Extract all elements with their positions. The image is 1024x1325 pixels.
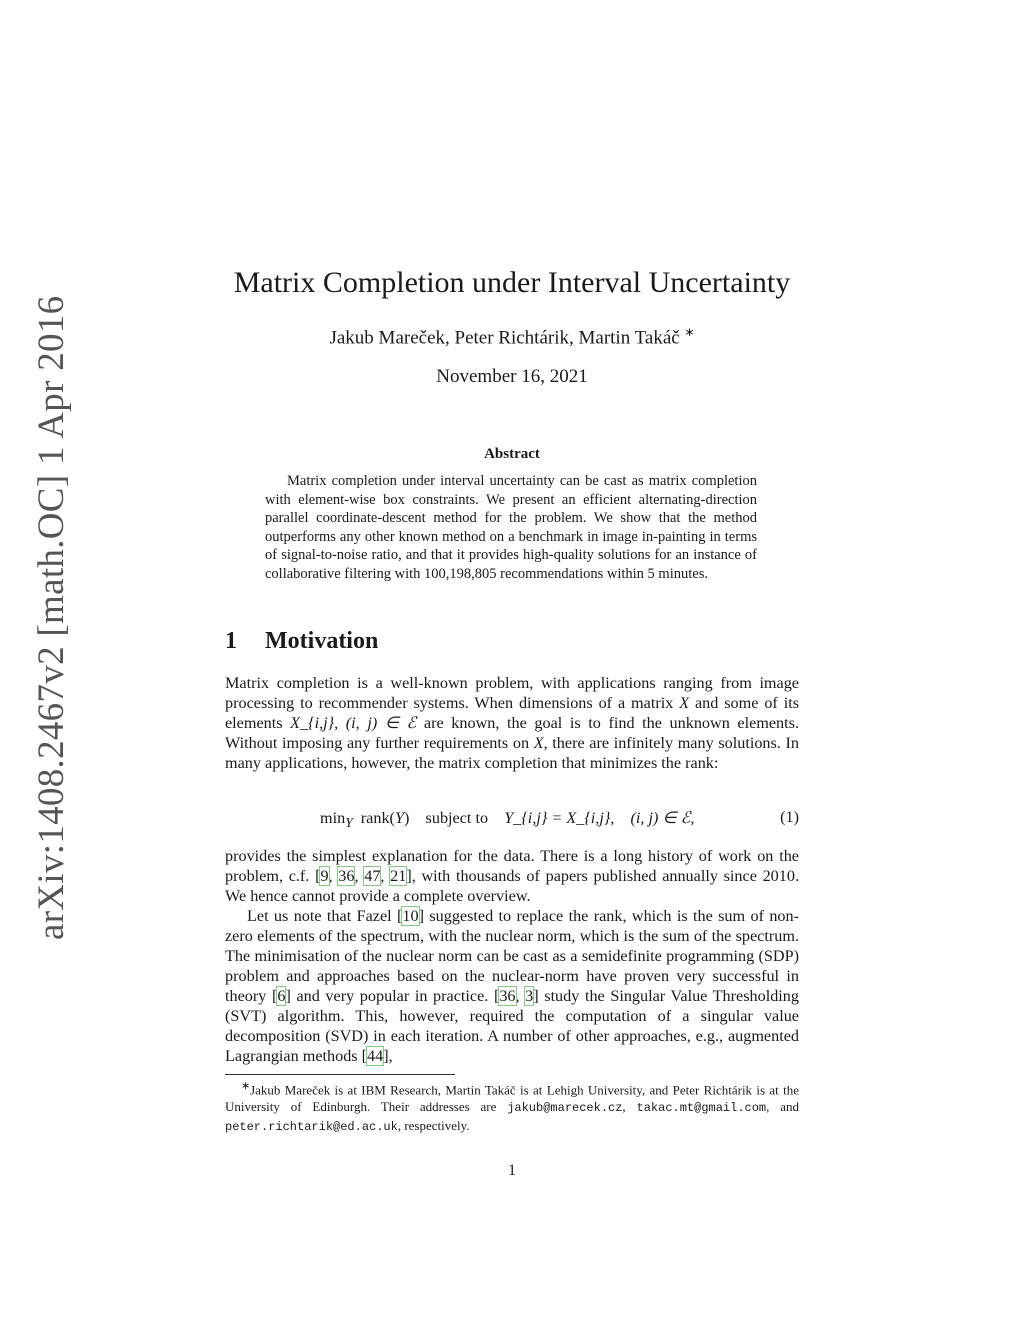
eq-subject-to: subject to — [425, 809, 489, 827]
math-known-elements: X_{i,j}, (i, j) ∈ ℰ — [290, 714, 417, 732]
email-link[interactable]: jakub@marecek.cz — [507, 1101, 623, 1116]
paper-title: Matrix Completion under Interval Uncertainty — [233, 266, 791, 299]
para3-text-a: Let us note that Fazel — [247, 907, 397, 925]
eq-rank-close: ) — [403, 809, 410, 827]
email-link[interactable]: peter.richtarik@ed.ac.uk — [225, 1120, 398, 1135]
citation-link-svt[interactable]: 3 — [525, 987, 534, 1005]
para1-text-c: are known, the goal is to find the unknown elements. Without imposing any further requirements on — [225, 714, 799, 752]
footnote-marker: ∗ — [241, 1080, 251, 1092]
para3-text-b: suggested to replace the rank, which is the sum of non-zero elements of the spectrum, with the nuclear norm, which is the sum of the spectrum. The minimisation of the nuclear norm can be cast as a semidefinite programming (SDP) problem and approaches based on the nuclear-norm have proven very successful in theory — [225, 907, 799, 1005]
eq-min: min — [320, 809, 346, 827]
para3-text-c: and very popular in practice. — [290, 987, 494, 1005]
author-list — [225, 325, 799, 349]
citation-link-lagrangian[interactable]: 44 — [367, 1047, 384, 1065]
citation-link[interactable]: 9 — [320, 867, 329, 885]
para2-text-b: , with thousands of papers published annually since 2010. We hence cannot provide a complete overview. — [225, 867, 800, 905]
footnote-text-d: , respectively. — [397, 1118, 470, 1134]
arxiv-identifier-stamp: arXiv:1408.2467v2 [math.OC] 1 Apr 2016 — [31, 295, 72, 940]
eq-rank: rank( — [360, 809, 395, 827]
citation-link-theory[interactable]: 6 — [277, 987, 286, 1005]
para1-text-d: , there are infinitely many solutions. In many applications, however, the matrix completion that minimizes the rank: — [225, 734, 799, 772]
footnote-text-a: Jakub Mareček is at IBM Research, Martin Takáč is at Lehigh University, and Peter Richtárik is at the University of Edinburgh. Their addresses are — [225, 1082, 799, 1115]
abstract-text: Matrix completion under interval uncertainty can be cast as matrix completion with element-wise box constraints. We present an efficient alternating-direction parallel coordinate-descent method for the problem. We show that the method outperforms any other known method on a benchmark in image in-painting in terms of signal-to-noise ratio, and that it provides high-quality solutions for an instance of collaborative filtering with 100,198,805 recommendations within 5 minutes. — [265, 473, 757, 582]
eq-constraint: Y_{i,j} = X_{i,j}, — [504, 809, 615, 827]
author-footnote-marker[interactable]: ∗ — [684, 325, 695, 339]
paper-date: November 16, 2021 — [436, 366, 588, 387]
author-footnote — [225, 1078, 799, 1136]
motivation-paragraph-3: Let us note that Fazel [10] suggested to replace the rank, which is the sum of non-zero elements of the spectrum, with the nuclear norm, which is the sum of the spectrum. The minimisation of the nuclear norm can be cast as a semidefinite programming (SDP) problem and approaches based on the nuclear-norm have proven very successful in theory [6] and very popular in practice. [36, 3] study the Singular Value Thresholding (SVT) algorithm. This, however, required the computation of a singular value decomposition (SVD) in each iteration. A number of other approaches, e.g., augmented Lagrangian methods [44], — [225, 907, 799, 1065]
para3-text-e: , — [388, 1047, 393, 1065]
footnote-text-b: , — [622, 1099, 637, 1115]
citation-link-fazel[interactable]: 10 — [402, 907, 419, 925]
section-title: Motivation — [265, 628, 379, 654]
eq-min-subscript: Y — [345, 815, 353, 831]
citation-link[interactable]: 36 — [338, 867, 355, 885]
para2-text-a: provides the simplest explanation for the data. There is a long history of work on the problem, c.f. — [225, 847, 799, 885]
footnote-divider — [225, 1074, 455, 1075]
eq-rank-arg: Y — [394, 809, 404, 827]
citation-link[interactable]: 21 — [390, 867, 407, 885]
motivation-paragraph-2: provides the simplest explanation for the data. There is a long history of work on the problem, c.f. [9, 36, 47, 21], with thousands of papers published annually since 2010. We hence cannot provide a complete overview. — [225, 847, 800, 905]
para1-text-a: Matrix completion is a well-known problem, with applications ranging from image processing to recommender systems. When dimensions of a matrix — [225, 674, 799, 712]
motivation-paragraph-1 — [225, 673, 799, 773]
page-number: 1 — [508, 1162, 516, 1179]
para1-text-b: and some of its elements — [225, 694, 799, 732]
equation-body — [320, 808, 694, 831]
author-names: Jakub Mareček, Peter Richtárik, Martin Takáč — [329, 327, 680, 349]
section-number: 1 — [225, 628, 237, 654]
para3-text-d: study the Singular Value Thresholding (SVT) algorithm. This, however, required the computation of a singular value decomposition (SVD) in each iteration. A number of other approaches, e.g., augmented Lagrangian methods — [225, 987, 799, 1065]
citation-link[interactable]: 47 — [364, 867, 381, 885]
equation-1 — [225, 808, 799, 830]
citation-link-svt[interactable]: 36 — [499, 987, 516, 1005]
equation-number: (1) — [780, 808, 799, 826]
section-heading — [225, 628, 378, 655]
abstract-heading: Abstract — [484, 446, 540, 462]
eq-domain: (i, j) ∈ ℰ, — [630, 809, 695, 827]
math-matrix-x: X — [679, 694, 690, 712]
math-matrix-x-2: X — [533, 734, 544, 752]
footnote-text-c: , and — [766, 1099, 799, 1115]
email-link[interactable]: takac.mt@gmail.com — [636, 1101, 767, 1116]
